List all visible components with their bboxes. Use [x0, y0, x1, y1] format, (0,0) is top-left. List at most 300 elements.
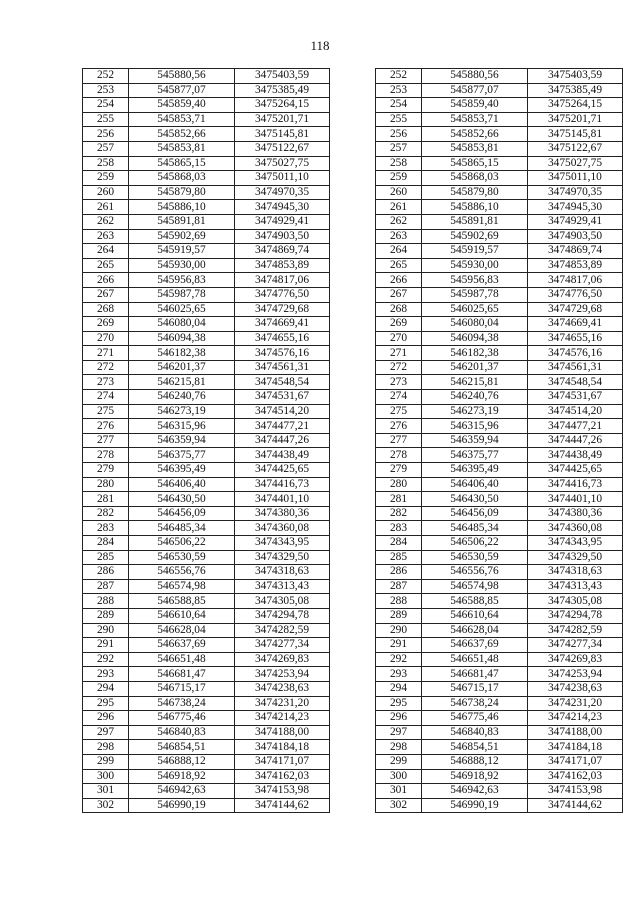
- left-y-coordinate-cell: 3474655,16: [235, 331, 330, 346]
- table-gap-cell: [330, 419, 376, 434]
- left-x-coordinate-cell: 545865,15: [129, 156, 235, 171]
- left-x-coordinate-cell: 546990,19: [129, 798, 235, 813]
- table-gap-cell: [330, 433, 376, 448]
- right-point-number-cell: 255: [376, 112, 422, 127]
- right-point-number-cell: 261: [376, 200, 422, 215]
- right-y-coordinate-cell: 3474294,78: [528, 608, 623, 623]
- left-point-number-cell: 257: [83, 141, 129, 156]
- right-point-number-cell: 276: [376, 419, 422, 434]
- left-point-number-cell: 287: [83, 579, 129, 594]
- left-y-coordinate-cell: 3474277,34: [235, 638, 330, 653]
- left-x-coordinate-cell: 545930,00: [129, 258, 235, 273]
- right-y-coordinate-cell: 3474576,16: [528, 346, 623, 361]
- right-x-coordinate-cell: 545859,40: [422, 98, 528, 113]
- right-y-coordinate-cell: 3475201,71: [528, 112, 623, 127]
- right-point-number-cell: 260: [376, 185, 422, 200]
- right-x-coordinate-cell: 546775,46: [422, 711, 528, 726]
- left-x-coordinate-cell: 546888,12: [129, 754, 235, 769]
- table-gap-cell: [330, 711, 376, 726]
- left-x-coordinate-cell: 546574,98: [129, 579, 235, 594]
- left-point-number-cell: 265: [83, 258, 129, 273]
- right-y-coordinate-cell: 3474313,43: [528, 579, 623, 594]
- left-y-coordinate-cell: 3474144,62: [235, 798, 330, 813]
- left-y-coordinate-cell: 3474238,63: [235, 681, 330, 696]
- right-point-number-cell: 293: [376, 667, 422, 682]
- right-y-coordinate-cell: 3474929,41: [528, 214, 623, 229]
- table-row: [83, 681, 623, 696]
- table-gap-cell: [330, 623, 376, 638]
- right-y-coordinate-cell: 3474817,06: [528, 273, 623, 288]
- right-x-coordinate-cell: 546681,47: [422, 667, 528, 682]
- table-gap-cell: [330, 725, 376, 740]
- left-x-coordinate-cell: 546359,94: [129, 433, 235, 448]
- right-y-coordinate-cell: 3474729,68: [528, 302, 623, 317]
- right-point-number-cell: 254: [376, 98, 422, 113]
- left-y-coordinate-cell: 3474214,23: [235, 711, 330, 726]
- right-point-number-cell: 259: [376, 171, 422, 186]
- right-y-coordinate-cell: 3474447,26: [528, 433, 623, 448]
- table-gap-cell: [330, 112, 376, 127]
- table-row: [83, 185, 623, 200]
- left-point-number-cell: 269: [83, 317, 129, 332]
- table-row: [83, 536, 623, 551]
- right-y-coordinate-cell: 3474548,54: [528, 375, 623, 390]
- right-point-number-cell: 279: [376, 463, 422, 478]
- left-point-number-cell: 288: [83, 594, 129, 609]
- right-point-number-cell: 273: [376, 375, 422, 390]
- left-point-number-cell: 263: [83, 229, 129, 244]
- table-row: [83, 477, 623, 492]
- left-y-coordinate-cell: 3474305,08: [235, 594, 330, 609]
- table-gap-cell: [330, 98, 376, 113]
- left-x-coordinate-cell: 545852,66: [129, 127, 235, 142]
- left-y-coordinate-cell: 3474669,41: [235, 317, 330, 332]
- right-point-number-cell: 302: [376, 798, 422, 813]
- left-point-number-cell: 264: [83, 244, 129, 259]
- left-y-coordinate-cell: 3474360,08: [235, 521, 330, 536]
- right-y-coordinate-cell: 3474277,34: [528, 638, 623, 653]
- left-x-coordinate-cell: 546588,85: [129, 594, 235, 609]
- right-y-coordinate-cell: 3474970,35: [528, 185, 623, 200]
- right-y-coordinate-cell: 3474305,08: [528, 594, 623, 609]
- left-y-coordinate-cell: 3474729,68: [235, 302, 330, 317]
- right-y-coordinate-cell: 3474214,23: [528, 711, 623, 726]
- left-y-coordinate-cell: 3474282,59: [235, 623, 330, 638]
- right-x-coordinate-cell: 546738,24: [422, 696, 528, 711]
- right-x-coordinate-cell: 546430,50: [422, 492, 528, 507]
- left-x-coordinate-cell: 546240,76: [129, 390, 235, 405]
- right-x-coordinate-cell: 546530,59: [422, 550, 528, 565]
- left-x-coordinate-cell: 546215,81: [129, 375, 235, 390]
- left-x-coordinate-cell: 546628,04: [129, 623, 235, 638]
- table-gap-cell: [330, 229, 376, 244]
- table-row: [83, 156, 623, 171]
- left-x-coordinate-cell: 545902,69: [129, 229, 235, 244]
- right-x-coordinate-cell: 546610,64: [422, 608, 528, 623]
- left-point-number-cell: 297: [83, 725, 129, 740]
- table-gap-cell: [330, 608, 376, 623]
- right-y-coordinate-cell: 3474171,07: [528, 754, 623, 769]
- table-row: [83, 463, 623, 478]
- right-x-coordinate-cell: 545902,69: [422, 229, 528, 244]
- right-point-number-cell: 271: [376, 346, 422, 361]
- left-x-coordinate-cell: 545880,56: [129, 69, 235, 84]
- table-gap-cell: [330, 346, 376, 361]
- coordinates-table-body: [83, 69, 623, 813]
- right-point-number-cell: 298: [376, 740, 422, 755]
- right-point-number-cell: 284: [376, 536, 422, 551]
- left-x-coordinate-cell: 546201,37: [129, 360, 235, 375]
- right-x-coordinate-cell: 545880,56: [422, 69, 528, 84]
- table-row: [83, 506, 623, 521]
- left-point-number-cell: 285: [83, 550, 129, 565]
- right-y-coordinate-cell: 3474401,10: [528, 492, 623, 507]
- left-point-number-cell: 252: [83, 69, 129, 84]
- right-point-number-cell: 253: [376, 83, 422, 98]
- right-point-number-cell: 268: [376, 302, 422, 317]
- left-x-coordinate-cell: 545877,07: [129, 83, 235, 98]
- right-x-coordinate-cell: 546215,81: [422, 375, 528, 390]
- table-row: [83, 521, 623, 536]
- left-x-coordinate-cell: 546430,50: [129, 492, 235, 507]
- right-point-number-cell: 267: [376, 287, 422, 302]
- table-row: [83, 419, 623, 434]
- table-row: [83, 98, 623, 113]
- right-x-coordinate-cell: 546918,92: [422, 769, 528, 784]
- left-point-number-cell: 301: [83, 784, 129, 799]
- page-number: 118: [310, 38, 330, 53]
- right-y-coordinate-cell: 3474514,20: [528, 404, 623, 419]
- left-y-coordinate-cell: 3474531,67: [235, 390, 330, 405]
- left-y-coordinate-cell: 3474380,36: [235, 506, 330, 521]
- left-x-coordinate-cell: 546506,22: [129, 536, 235, 551]
- right-x-coordinate-cell: 546888,12: [422, 754, 528, 769]
- table-gap-cell: [330, 681, 376, 696]
- table-row: [83, 244, 623, 259]
- table-row: [83, 623, 623, 638]
- right-y-coordinate-cell: 3474188,00: [528, 725, 623, 740]
- right-point-number-cell: 262: [376, 214, 422, 229]
- left-y-coordinate-cell: 3475385,49: [235, 83, 330, 98]
- left-y-coordinate-cell: 3474171,07: [235, 754, 330, 769]
- table-row: [83, 594, 623, 609]
- right-y-coordinate-cell: 3474343,95: [528, 536, 623, 551]
- table-gap-cell: [330, 127, 376, 142]
- left-y-coordinate-cell: 3474561,31: [235, 360, 330, 375]
- left-point-number-cell: 292: [83, 652, 129, 667]
- right-y-coordinate-cell: 3475385,49: [528, 83, 623, 98]
- right-x-coordinate-cell: 546456,09: [422, 506, 528, 521]
- right-y-coordinate-cell: 3474869,74: [528, 244, 623, 259]
- table-row: [83, 360, 623, 375]
- right-x-coordinate-cell: 546637,69: [422, 638, 528, 653]
- table-row: [83, 754, 623, 769]
- left-x-coordinate-cell: 546738,24: [129, 696, 235, 711]
- table-row: [83, 448, 623, 463]
- table-row: [83, 258, 623, 273]
- table-gap-cell: [330, 375, 376, 390]
- right-x-coordinate-cell: 546094,38: [422, 331, 528, 346]
- right-point-number-cell: 280: [376, 477, 422, 492]
- table-row: [83, 200, 623, 215]
- right-y-coordinate-cell: 3475403,59: [528, 69, 623, 84]
- left-y-coordinate-cell: 3474401,10: [235, 492, 330, 507]
- left-x-coordinate-cell: 545891,81: [129, 214, 235, 229]
- left-x-coordinate-cell: 545919,57: [129, 244, 235, 259]
- table-gap-cell: [330, 784, 376, 799]
- right-x-coordinate-cell: 545868,03: [422, 171, 528, 186]
- table-gap-cell: [330, 448, 376, 463]
- left-y-coordinate-cell: 3474294,78: [235, 608, 330, 623]
- right-y-coordinate-cell: 3474903,50: [528, 229, 623, 244]
- left-x-coordinate-cell: 546273,19: [129, 404, 235, 419]
- left-y-coordinate-cell: 3474343,95: [235, 536, 330, 551]
- right-x-coordinate-cell: 546273,19: [422, 404, 528, 419]
- right-x-coordinate-cell: 546854,51: [422, 740, 528, 755]
- left-point-number-cell: 262: [83, 214, 129, 229]
- right-point-number-cell: 283: [376, 521, 422, 536]
- right-y-coordinate-cell: 3475011,10: [528, 171, 623, 186]
- left-x-coordinate-cell: 546080,04: [129, 317, 235, 332]
- left-x-coordinate-cell: 545987,78: [129, 287, 235, 302]
- right-point-number-cell: 287: [376, 579, 422, 594]
- left-y-coordinate-cell: 3474548,54: [235, 375, 330, 390]
- table-gap-cell: [330, 156, 376, 171]
- left-point-number-cell: 270: [83, 331, 129, 346]
- right-y-coordinate-cell: 3474416,73: [528, 477, 623, 492]
- right-y-coordinate-cell: 3474162,03: [528, 769, 623, 784]
- table-row: [83, 404, 623, 419]
- right-y-coordinate-cell: 3474360,08: [528, 521, 623, 536]
- right-point-number-cell: 263: [376, 229, 422, 244]
- left-y-coordinate-cell: 3474869,74: [235, 244, 330, 259]
- left-point-number-cell: 286: [83, 565, 129, 580]
- table-gap-cell: [330, 200, 376, 215]
- left-y-coordinate-cell: 3474184,18: [235, 740, 330, 755]
- right-x-coordinate-cell: 546080,04: [422, 317, 528, 332]
- table-row: [83, 769, 623, 784]
- table-row: [83, 390, 623, 405]
- left-x-coordinate-cell: 546395,49: [129, 463, 235, 478]
- table-row: [83, 798, 623, 813]
- table-row: [83, 696, 623, 711]
- left-x-coordinate-cell: 546556,76: [129, 565, 235, 580]
- left-point-number-cell: 290: [83, 623, 129, 638]
- table-row: [83, 141, 623, 156]
- left-x-coordinate-cell: 545859,40: [129, 98, 235, 113]
- table-gap-cell: [330, 317, 376, 332]
- right-point-number-cell: 296: [376, 711, 422, 726]
- right-y-coordinate-cell: 3474269,83: [528, 652, 623, 667]
- table-row: [83, 214, 623, 229]
- left-point-number-cell: 280: [83, 477, 129, 492]
- table-gap-cell: [330, 638, 376, 653]
- right-point-number-cell: 297: [376, 725, 422, 740]
- right-y-coordinate-cell: 3475027,75: [528, 156, 623, 171]
- right-y-coordinate-cell: 3474669,41: [528, 317, 623, 332]
- left-point-number-cell: 283: [83, 521, 129, 536]
- left-y-coordinate-cell: 3474576,16: [235, 346, 330, 361]
- table-gap-cell: [330, 506, 376, 521]
- right-x-coordinate-cell: 546574,98: [422, 579, 528, 594]
- right-point-number-cell: 274: [376, 390, 422, 405]
- table-row: [83, 784, 623, 799]
- right-x-coordinate-cell: 546628,04: [422, 623, 528, 638]
- left-x-coordinate-cell: 545879,80: [129, 185, 235, 200]
- table-row: [83, 331, 623, 346]
- left-y-coordinate-cell: 3474929,41: [235, 214, 330, 229]
- right-x-coordinate-cell: 546715,17: [422, 681, 528, 696]
- right-point-number-cell: 289: [376, 608, 422, 623]
- right-x-coordinate-cell: 546556,76: [422, 565, 528, 580]
- left-y-coordinate-cell: 3475145,81: [235, 127, 330, 142]
- table-gap-cell: [330, 550, 376, 565]
- table-row: [83, 69, 623, 84]
- left-point-number-cell: 272: [83, 360, 129, 375]
- left-point-number-cell: 273: [83, 375, 129, 390]
- left-point-number-cell: 253: [83, 83, 129, 98]
- right-point-number-cell: 278: [376, 448, 422, 463]
- right-x-coordinate-cell: 546182,38: [422, 346, 528, 361]
- left-x-coordinate-cell: 546942,63: [129, 784, 235, 799]
- table-row: [83, 638, 623, 653]
- left-y-coordinate-cell: 3474903,50: [235, 229, 330, 244]
- left-y-coordinate-cell: 3474425,65: [235, 463, 330, 478]
- left-point-number-cell: 267: [83, 287, 129, 302]
- table-gap-cell: [330, 463, 376, 478]
- left-x-coordinate-cell: 546375,77: [129, 448, 235, 463]
- right-y-coordinate-cell: 3474945,30: [528, 200, 623, 215]
- left-x-coordinate-cell: 546651,48: [129, 652, 235, 667]
- left-y-coordinate-cell: 3474945,30: [235, 200, 330, 215]
- left-x-coordinate-cell: 546530,59: [129, 550, 235, 565]
- table-gap-cell: [330, 214, 376, 229]
- table-gap-cell: [330, 258, 376, 273]
- left-y-coordinate-cell: 3474477,21: [235, 419, 330, 434]
- left-point-number-cell: 296: [83, 711, 129, 726]
- table-gap-cell: [330, 83, 376, 98]
- right-point-number-cell: 288: [376, 594, 422, 609]
- right-point-number-cell: 270: [376, 331, 422, 346]
- left-y-coordinate-cell: 3474329,50: [235, 550, 330, 565]
- table-gap-cell: [330, 740, 376, 755]
- table-row: [83, 346, 623, 361]
- right-x-coordinate-cell: 546990,19: [422, 798, 528, 813]
- right-point-number-cell: 291: [376, 638, 422, 653]
- table-row: [83, 740, 623, 755]
- right-x-coordinate-cell: 546359,94: [422, 433, 528, 448]
- left-point-number-cell: 254: [83, 98, 129, 113]
- right-x-coordinate-cell: 545930,00: [422, 258, 528, 273]
- right-point-number-cell: 282: [376, 506, 422, 521]
- left-y-coordinate-cell: 3474313,43: [235, 579, 330, 594]
- left-x-coordinate-cell: 546840,83: [129, 725, 235, 740]
- table-row: [83, 725, 623, 740]
- left-point-number-cell: 279: [83, 463, 129, 478]
- left-y-coordinate-cell: 3474447,26: [235, 433, 330, 448]
- right-x-coordinate-cell: 545886,10: [422, 200, 528, 215]
- right-y-coordinate-cell: 3474282,59: [528, 623, 623, 638]
- table-gap-cell: [330, 696, 376, 711]
- right-point-number-cell: 265: [376, 258, 422, 273]
- right-x-coordinate-cell: 546485,34: [422, 521, 528, 536]
- left-x-coordinate-cell: 546456,09: [129, 506, 235, 521]
- right-point-number-cell: 281: [376, 492, 422, 507]
- table-row: [83, 608, 623, 623]
- left-point-number-cell: 298: [83, 740, 129, 755]
- table-row: [83, 273, 623, 288]
- right-y-coordinate-cell: 3474144,62: [528, 798, 623, 813]
- left-point-number-cell: 261: [83, 200, 129, 215]
- left-point-number-cell: 289: [83, 608, 129, 623]
- right-y-coordinate-cell: 3474253,94: [528, 667, 623, 682]
- right-x-coordinate-cell: 545891,81: [422, 214, 528, 229]
- left-point-number-cell: 271: [83, 346, 129, 361]
- right-x-coordinate-cell: 546395,49: [422, 463, 528, 478]
- left-point-number-cell: 294: [83, 681, 129, 696]
- left-point-number-cell: 293: [83, 667, 129, 682]
- table-row: [83, 550, 623, 565]
- left-x-coordinate-cell: 545886,10: [129, 200, 235, 215]
- left-x-coordinate-cell: 546406,40: [129, 477, 235, 492]
- left-point-number-cell: 284: [83, 536, 129, 551]
- left-point-number-cell: 258: [83, 156, 129, 171]
- right-point-number-cell: 295: [376, 696, 422, 711]
- table-gap-cell: [330, 536, 376, 551]
- left-point-number-cell: 295: [83, 696, 129, 711]
- left-y-coordinate-cell: 3474253,94: [235, 667, 330, 682]
- right-y-coordinate-cell: 3474853,89: [528, 258, 623, 273]
- left-y-coordinate-cell: 3475201,71: [235, 112, 330, 127]
- table-gap-cell: [330, 521, 376, 536]
- right-x-coordinate-cell: 546315,96: [422, 419, 528, 434]
- right-point-number-cell: 256: [376, 127, 422, 142]
- right-point-number-cell: 299: [376, 754, 422, 769]
- right-point-number-cell: 264: [376, 244, 422, 259]
- table-row: [83, 711, 623, 726]
- table-row: [83, 565, 623, 580]
- table-row: [83, 171, 623, 186]
- table-row: [83, 375, 623, 390]
- left-y-coordinate-cell: 3475403,59: [235, 69, 330, 84]
- right-y-coordinate-cell: 3475264,15: [528, 98, 623, 113]
- left-y-coordinate-cell: 3474438,49: [235, 448, 330, 463]
- left-point-number-cell: 291: [83, 638, 129, 653]
- left-point-number-cell: 299: [83, 754, 129, 769]
- table-gap-cell: [330, 287, 376, 302]
- table-gap-cell: [330, 492, 376, 507]
- table-row: [83, 229, 623, 244]
- right-y-coordinate-cell: 3474477,21: [528, 419, 623, 434]
- left-point-number-cell: 275: [83, 404, 129, 419]
- right-x-coordinate-cell: 546942,63: [422, 784, 528, 799]
- left-y-coordinate-cell: 3474970,35: [235, 185, 330, 200]
- left-y-coordinate-cell: 3475264,15: [235, 98, 330, 113]
- right-point-number-cell: 292: [376, 652, 422, 667]
- left-y-coordinate-cell: 3474514,20: [235, 404, 330, 419]
- right-x-coordinate-cell: 545853,71: [422, 112, 528, 127]
- table-row: [83, 492, 623, 507]
- right-x-coordinate-cell: 545877,07: [422, 83, 528, 98]
- right-point-number-cell: 294: [376, 681, 422, 696]
- left-y-coordinate-cell: 3475122,67: [235, 141, 330, 156]
- right-y-coordinate-cell: 3475122,67: [528, 141, 623, 156]
- right-x-coordinate-cell: 545865,15: [422, 156, 528, 171]
- table-row: [83, 579, 623, 594]
- left-x-coordinate-cell: 546485,34: [129, 521, 235, 536]
- right-y-coordinate-cell: 3475145,81: [528, 127, 623, 142]
- right-point-number-cell: 272: [376, 360, 422, 375]
